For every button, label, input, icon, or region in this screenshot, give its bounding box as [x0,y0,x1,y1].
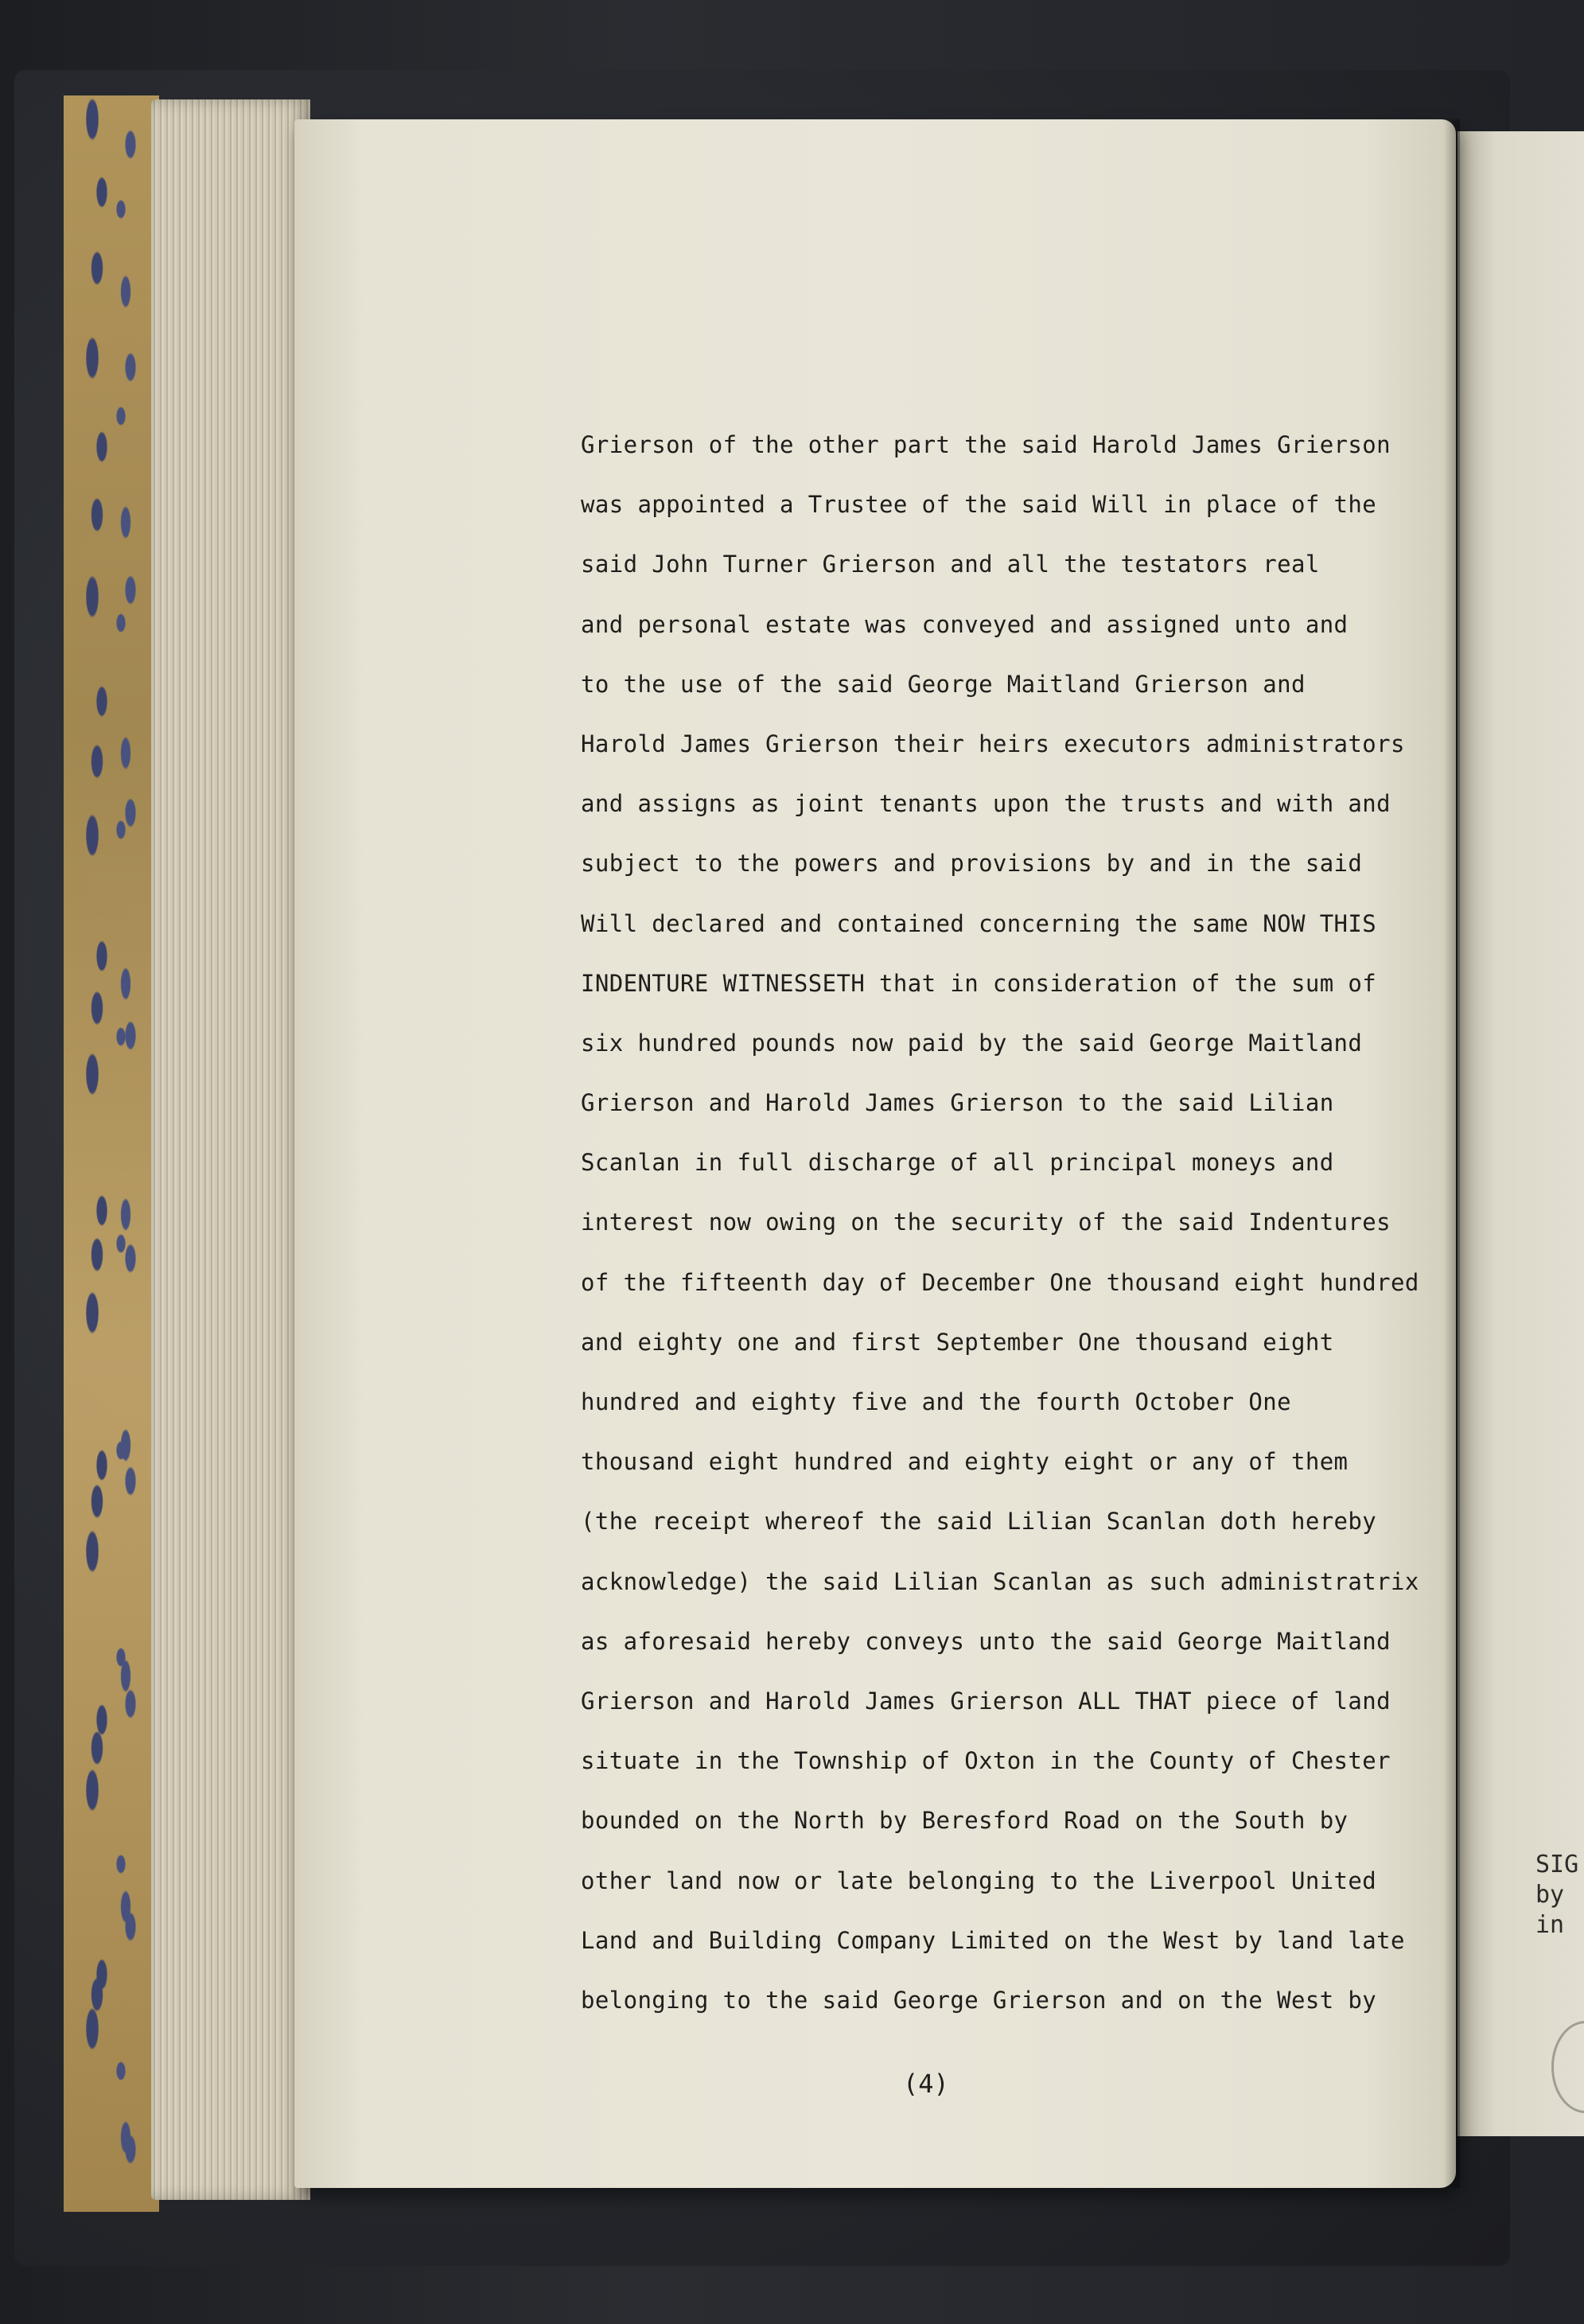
text-line: interest now owing on the security of the said Indentures [581,1209,1391,1236]
text-line: belonging to the said George Grierson and on the West by [581,1986,1377,2014]
facing-text-line: SIG [1535,1851,1579,1878]
marbled-endpaper [64,95,159,2212]
text-line: other land now or late belonging to the Liverpool United [581,1867,1377,1894]
text-line: said John Turner Grierson and all the testators real [581,551,1320,578]
text-line: to the use of the said George Maitland Grierson and [581,670,1306,698]
text-line: of the fifteenth day of December One thousand eight hundred [581,1268,1419,1296]
text-line: Grierson and Harold James Grierson ALL THAT piece of land [581,1687,1391,1715]
text-line: (the receipt whereof the said Lilian Scanlan doth hereby [581,1508,1377,1536]
text-line: bounded on the North by Beresford Road on the South by [581,1807,1349,1835]
text-line: as aforesaid hereby conveys unto the said George Maitland [581,1627,1391,1655]
text-line: was appointed a Trustee of the said Will in place of the [581,491,1377,519]
text-line: and eighty one and first September One thousand eight [581,1328,1334,1356]
text-line: INDENTURE WITNESSETH that in consideration of the sum of [581,969,1377,997]
text-line: situate in the Township of Oxton in the County of Chester [581,1747,1391,1775]
facing-page [1458,131,1584,2136]
text-line: and personal estate was conveyed and assigned unto and [581,610,1349,638]
facing-text-line: by [1535,1881,1565,1909]
page-edges [151,99,310,2200]
text-line: subject to the powers and provisions by and in the said [581,850,1363,878]
text-line: Scanlan in full discharge of all principal moneys and [581,1149,1334,1177]
text-line: hundred and eighty five and the fourth October One [581,1388,1291,1415]
text-line: Harold James Grierson their heirs executors administrators [581,730,1405,757]
text-line: acknowledge) the said Lilian Scanlan as such administratrix [581,1567,1419,1595]
text-line: Grierson and Harold James Grierson to the said Lilian [581,1089,1334,1117]
text-line: Grierson of the other part the said Harold James Grierson [581,431,1391,458]
text-line: and assigns as joint tenants upon the trusts and with and [581,790,1391,818]
facing-page-text [1535,1850,1578,1941]
text-line: Land and Building Company Limited on the West by land late [581,1926,1405,1954]
facing-text-line: in [1535,1911,1565,1939]
text-line: six hundred pounds now paid by the said George Maitland [581,1029,1363,1057]
text-line: Will declared and contained concerning the same NOW THIS [581,909,1377,937]
page-number: (4) [903,2069,949,2099]
text-line: thousand eight hundred and eighty eight or any of them [581,1448,1349,1476]
typed-text-block [581,425,1448,2040]
